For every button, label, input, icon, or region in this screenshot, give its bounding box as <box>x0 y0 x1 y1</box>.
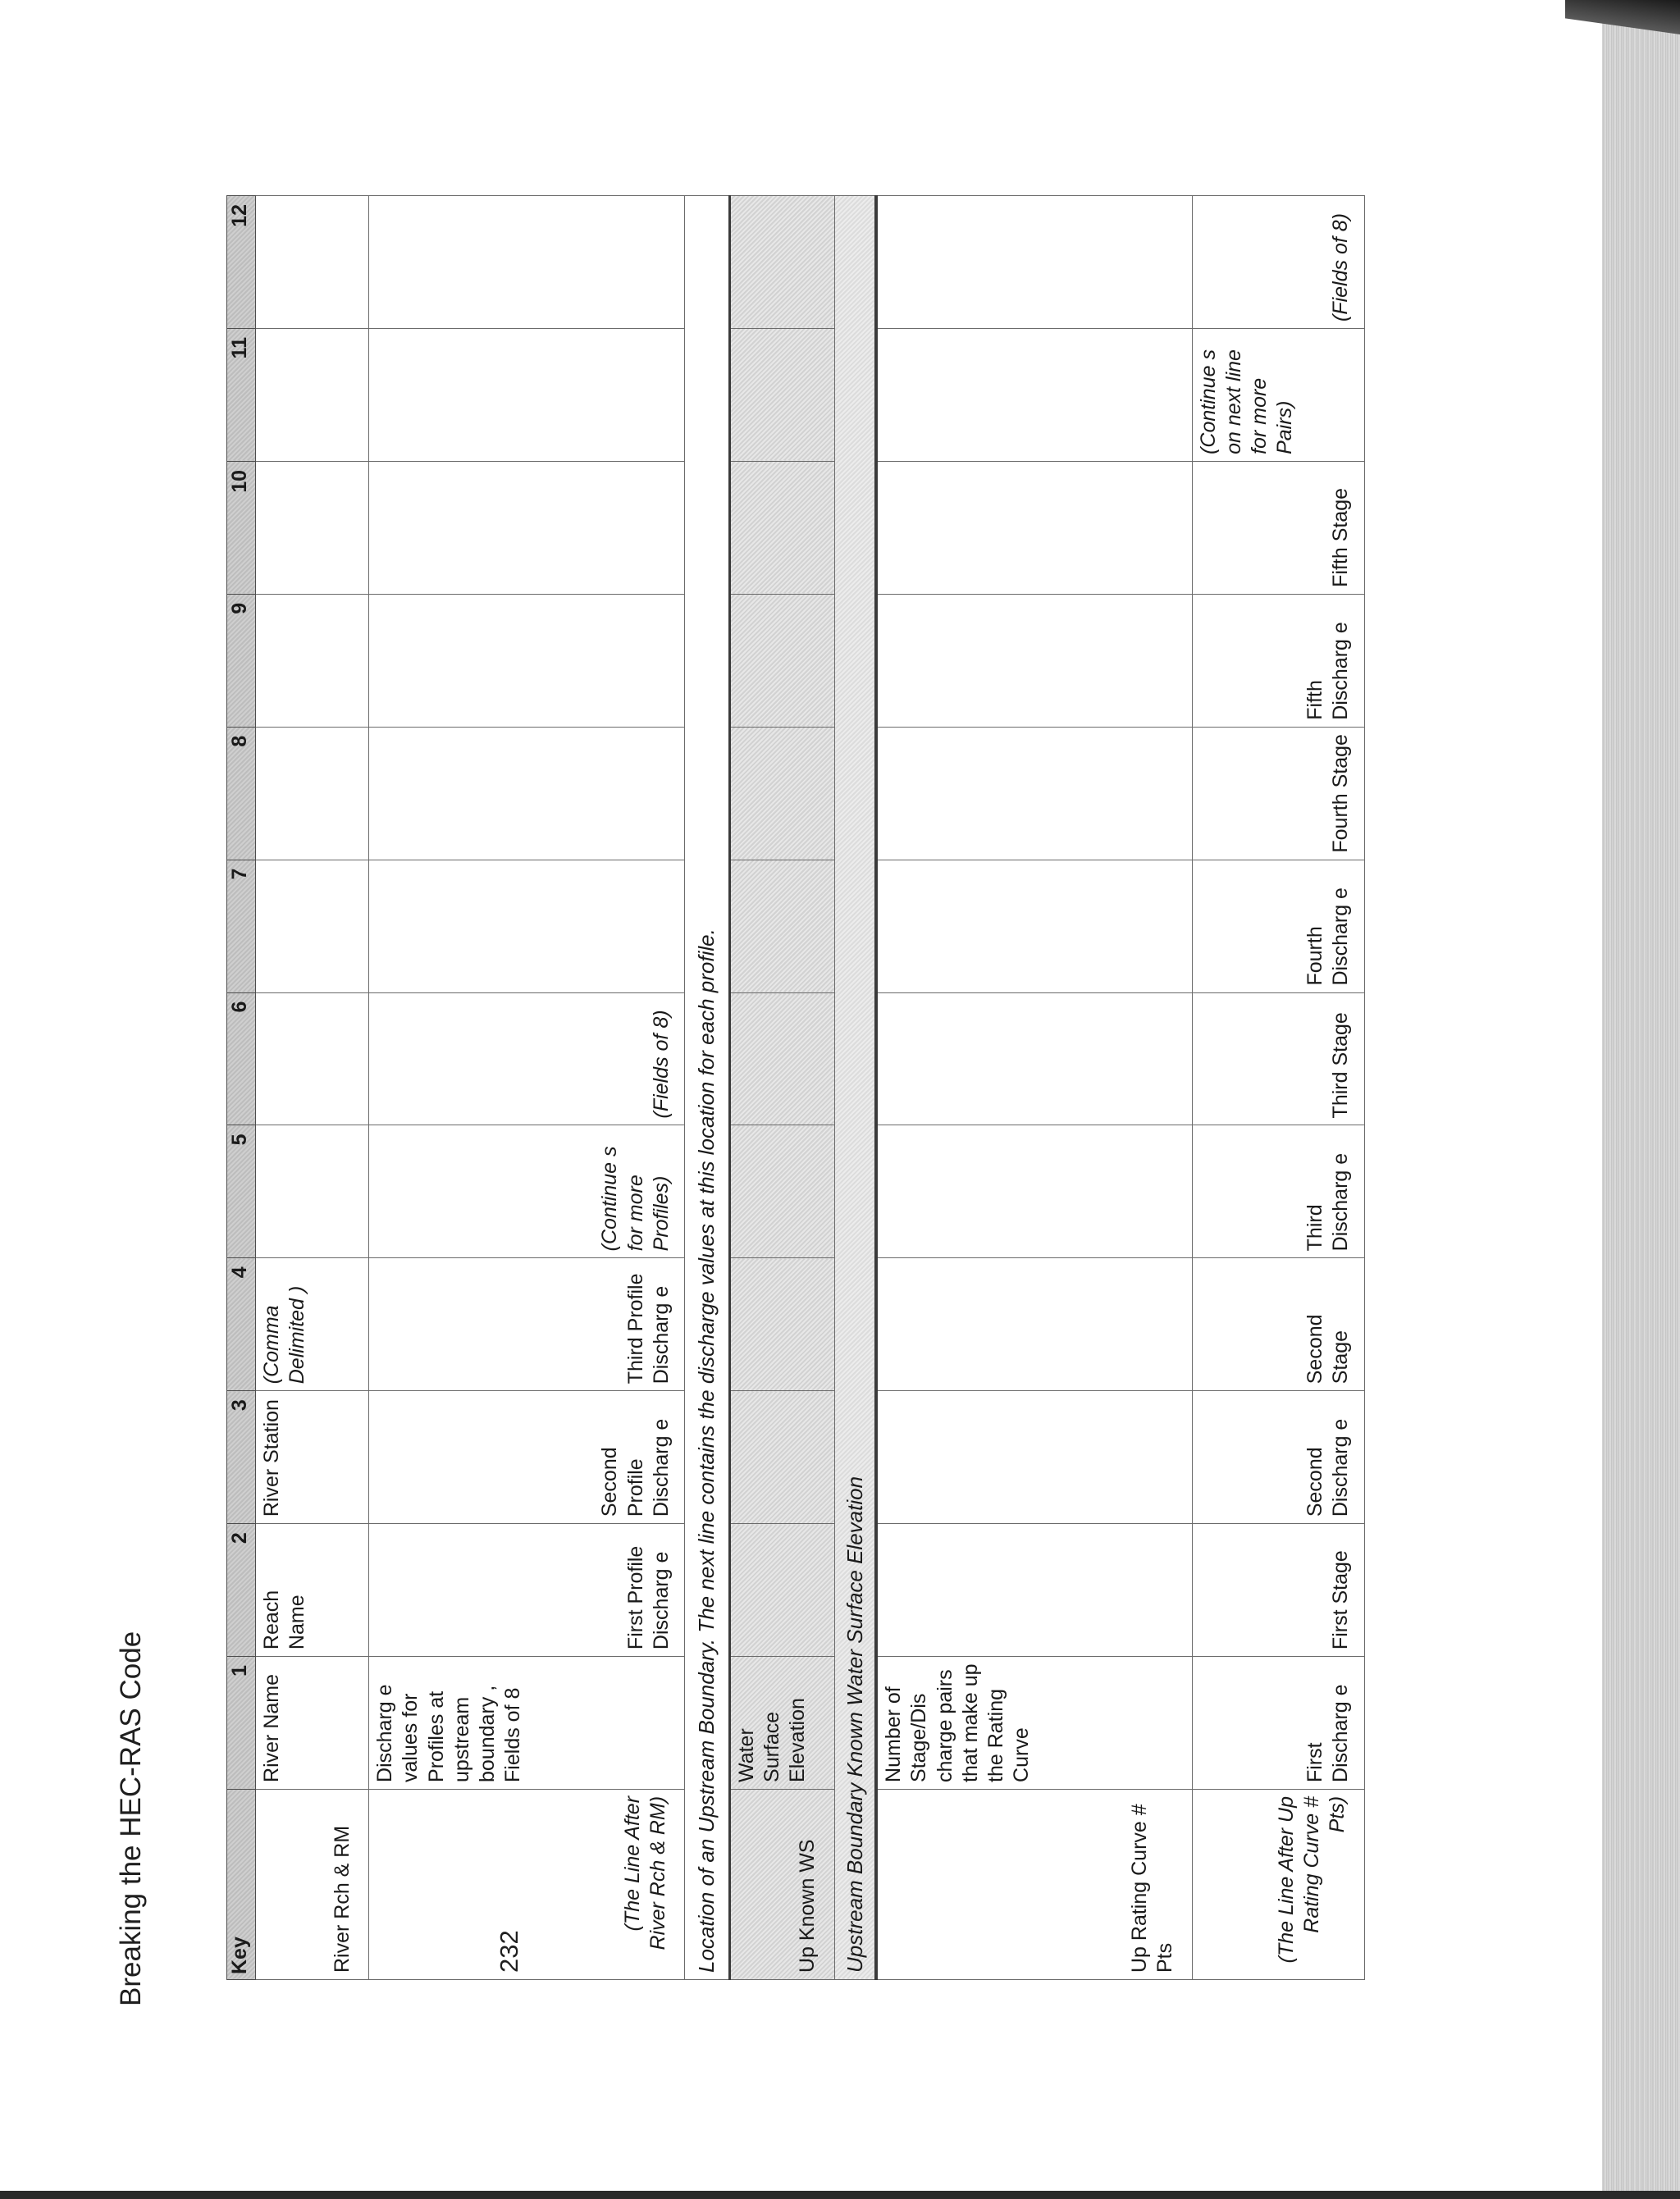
key-up-rating-curve-pts: Up Rating Curve # Pts <box>876 1789 1192 1979</box>
header-col-8: 8 <box>227 727 256 860</box>
cell-continues-more-profiles: (Continue s for more Profiles) <box>369 1125 685 1258</box>
table-row-up-rating-after <box>1192 196 1364 1980</box>
cell-number-of-pairs: Number of Stage/Dis charge pairs that make up the Rating Curve <box>876 1657 1192 1790</box>
header-key: Key <box>227 1789 256 1979</box>
table-row-note-upstream <box>685 196 730 1980</box>
header-col-2: 2 <box>227 1524 256 1657</box>
cell-fourth-discharge: Fourth Discharg e <box>1192 860 1364 992</box>
cell-third-stage: Third Stage <box>1192 992 1364 1125</box>
cell-river-station: River Station <box>256 1391 369 1524</box>
cell-discharge-values: Discharg e values for Profiles at upstream boundary , Fields of 8 <box>369 1657 685 1790</box>
header-col-1: 1 <box>227 1657 256 1790</box>
cell-second-discharge: Second Discharg e <box>1192 1391 1364 1524</box>
cell-river-name: River Name <box>256 1657 369 1790</box>
cell-second-stage: Second Stage <box>1192 1258 1364 1391</box>
cell-water-surface-elevation: Water Surface Elevation <box>729 1657 834 1790</box>
cell-third-discharge: Third Discharg e <box>1192 1125 1364 1258</box>
cell-fifth-discharge: Fifth Discharg e <box>1192 594 1364 727</box>
cell-fifth-stage: Fifth Stage <box>1192 461 1364 594</box>
note-known-water-surface: Upstream Boundary Known Water Surface Elevation <box>834 196 876 1980</box>
header-col-9: 9 <box>227 594 256 727</box>
header-col-12: 12 <box>227 196 256 329</box>
header-row <box>227 196 256 1980</box>
page-number-display: 232 <box>495 1930 523 1973</box>
note-upstream-boundary: Location of an Upstream Boundary. The next line contains the discharge values at this location for each profile. <box>685 196 730 1980</box>
key-line-after-river-rch: (The Line After River Rch & RM) <box>369 1789 685 1979</box>
header-col-5: 5 <box>227 1125 256 1258</box>
key-line-after-up-rating: (The Line After Up Rating Curve # Pts) <box>1192 1789 1364 1979</box>
cell-comma-delimited: (Comma Delimited ) <box>256 1258 369 1391</box>
table-row-up-rating-curve <box>876 196 1192 1980</box>
header-col-11: 11 <box>227 329 256 462</box>
cell-fields-of-8-rating: (Fields of 8) <box>1192 196 1364 329</box>
cell-fourth-stage: Fourth Stage <box>1192 727 1364 860</box>
table-row-river-rch-after <box>369 196 685 1980</box>
cell-fields-of-8: (Fields of 8) <box>369 992 685 1125</box>
header-col-4: 4 <box>227 1258 256 1391</box>
key-up-known-ws: Up Known WS <box>729 1789 834 1979</box>
cell-third-profile-discharge: Third Profile Discharg e <box>369 1258 685 1391</box>
cell-first-profile-discharge: First Profile Discharg e <box>369 1524 685 1657</box>
cell-reach-name: Reach Name <box>256 1524 369 1657</box>
cell-continues-more-pairs: (Continue s on next line for more Pairs) <box>1192 329 1364 462</box>
header-col-10: 10 <box>227 461 256 594</box>
key-river-rch-rm: River Rch & RM <box>256 1789 369 1979</box>
header-col-7: 7 <box>227 860 256 992</box>
table-row-river-rch <box>256 196 369 1980</box>
table-row-up-known-ws <box>729 196 834 1980</box>
header-col-3: 3 <box>227 1391 256 1524</box>
running-head: Breaking the HEC-RAS Code <box>115 1631 147 2006</box>
cell-second-profile-discharge: Second Profile Discharg e <box>369 1391 685 1524</box>
header-col-6: 6 <box>227 992 256 1125</box>
table-row-note-known-ws <box>834 196 876 1980</box>
cell-first-discharge: First Discharg e <box>1192 1657 1364 1790</box>
cell-first-stage: First Stage <box>1192 1524 1364 1657</box>
hec-ras-code-table <box>226 195 1365 1980</box>
